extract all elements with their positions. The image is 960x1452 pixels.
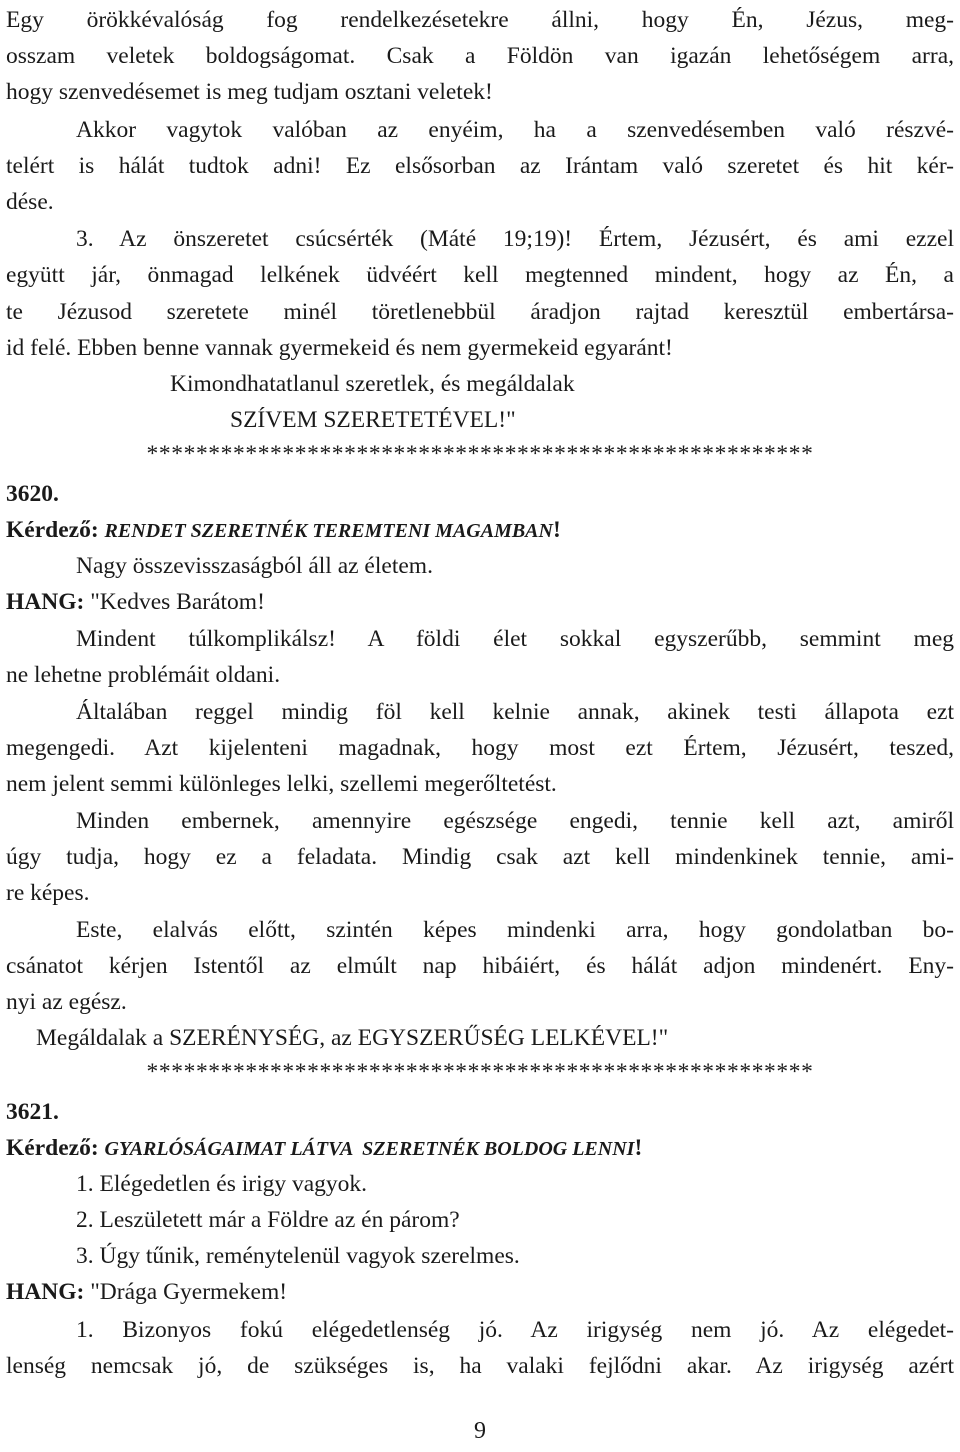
text-line: lenség nemcsak jó, de szükséges is, ha valaki fejlődni akar. Az irigység azért — [6, 1353, 954, 1379]
text-line: Általában reggel mindig föl kell kelnie annak, akinek testi állapota ezt — [76, 699, 954, 725]
list-item: 3. Úgy tűnik, reménytelenül vagyok szerelmes. — [76, 1243, 520, 1269]
text-line: 1. Bizonyos fokú elégedetlenség jó. Az irigység nem jó. Az elégedet- — [76, 1317, 954, 1343]
text-line: csánatot kérjen Istentől az elmúlt nap hibáiért, és hálát adjon mindenért. Eny- — [6, 953, 954, 979]
closing-line: Megáldalak a SZERÉNYSÉG, az EGYSZERŰSÉG LELKÉVEL!" — [36, 1025, 669, 1051]
text-line: Akkor vagytok valóban az enyéim, ha a szenvedésemben való részvé- — [76, 117, 954, 143]
asker-label: Kérdező: — [6, 1135, 99, 1161]
question-end: ! — [552, 517, 561, 543]
text-line: megengedi. Azt kijelenteni magadnak, hogy most ezt Értem, Jézusért, teszed, — [6, 735, 954, 761]
hang-label: HANG: — [6, 1279, 85, 1305]
list-item: 2. Leszületett már a Földre az én párom? — [76, 1207, 460, 1233]
text-line: Egy örökkévalóság fog rendelkezésetekre állni, hogy Én, Jézus, meg- — [6, 7, 954, 33]
hang-line — [6, 1274, 954, 1310]
separator: ****************************************************** — [146, 1059, 814, 1085]
text-line: telért is hálát tudtok adni! Ez elsősorban az Irántam való szeretet és hit kér- — [6, 153, 954, 179]
question-line — [6, 512, 954, 548]
text-line: hogy szenvedésemet is meg tudjam osztani veletek! — [6, 79, 493, 105]
text-line: Nagy összevisszaságból áll az életem. — [76, 553, 433, 579]
text-line: Mindent túlkomplikálsz! A földi élet sokkal egyszerűbb, semmint meg — [76, 626, 954, 652]
hang-greeting: "Drága Gyermekem! — [90, 1279, 288, 1305]
question-end: ! — [634, 1135, 643, 1161]
text-line: Minden embernek, amennyire egészsége engedi, tennie kell azt, amiről — [76, 808, 954, 834]
text-line: nyi az egész. — [6, 989, 127, 1015]
text-line: 3. Az önszeretet csúcsérték (Máté 19;19)! Értem, Jézusért, és ami ezzel — [76, 226, 954, 252]
hang-line — [6, 584, 954, 620]
text-line: úgy tudja, hogy ez a feladata. Mindig csak azt kell mindenkinek tennie, ami- — [6, 844, 954, 870]
text-line: együtt jár, önmagad lelkének üdvéért kell megtenned mindent, hogy az Én, a — [6, 262, 954, 288]
question-line — [6, 1130, 954, 1166]
blessing-line: Kimondhatatlanul szeretlek, és megáldalak — [170, 371, 575, 397]
hang-label: HANG: — [6, 589, 85, 615]
list-item: 1. Elégedetlen és irigy vagyok. — [76, 1171, 368, 1197]
entry-number: 3621. — [6, 1099, 59, 1125]
separator: ****************************************************** — [146, 441, 814, 467]
question-text: RENDET SZERETNÉK TEREMTENI MAGAMBAN — [104, 520, 553, 542]
text-line: ne lehetne problémáit oldani. — [6, 662, 281, 688]
text-line: re képes. — [6, 880, 90, 906]
question-text: GYARLÓSÁGAIMAT LÁTVA SZERETNÉK BOLDOG LENNI — [104, 1138, 635, 1160]
blessing-line: SZÍVEM SZERETETÉVEL!" — [230, 407, 516, 433]
hang-greeting: "Kedves Barátom! — [90, 589, 265, 615]
text-line: nem jelent semmi különleges lelki, szellemi megerőltetést. — [6, 771, 557, 797]
text-line: te Jézusod szeretete minél töretlenebbül áradjon rajtad keresztül embertársa- — [6, 299, 954, 325]
text-line: id felé. Ebben benne vannak gyermekeid és nem gyermekeid egyaránt! — [6, 335, 673, 361]
text-line: dése. — [6, 189, 54, 215]
entry-number: 3620. — [6, 481, 59, 507]
text-line: Este, elalvás előtt, szintén képes mindenki arra, hogy gondolatban bo- — [76, 917, 954, 943]
page-number: 9 — [474, 1418, 486, 1444]
text-line: osszam veletek boldogságomat. Csak a Földön van igazán lehetőségem arra, — [6, 43, 954, 69]
asker-label: Kérdező: — [6, 517, 99, 543]
